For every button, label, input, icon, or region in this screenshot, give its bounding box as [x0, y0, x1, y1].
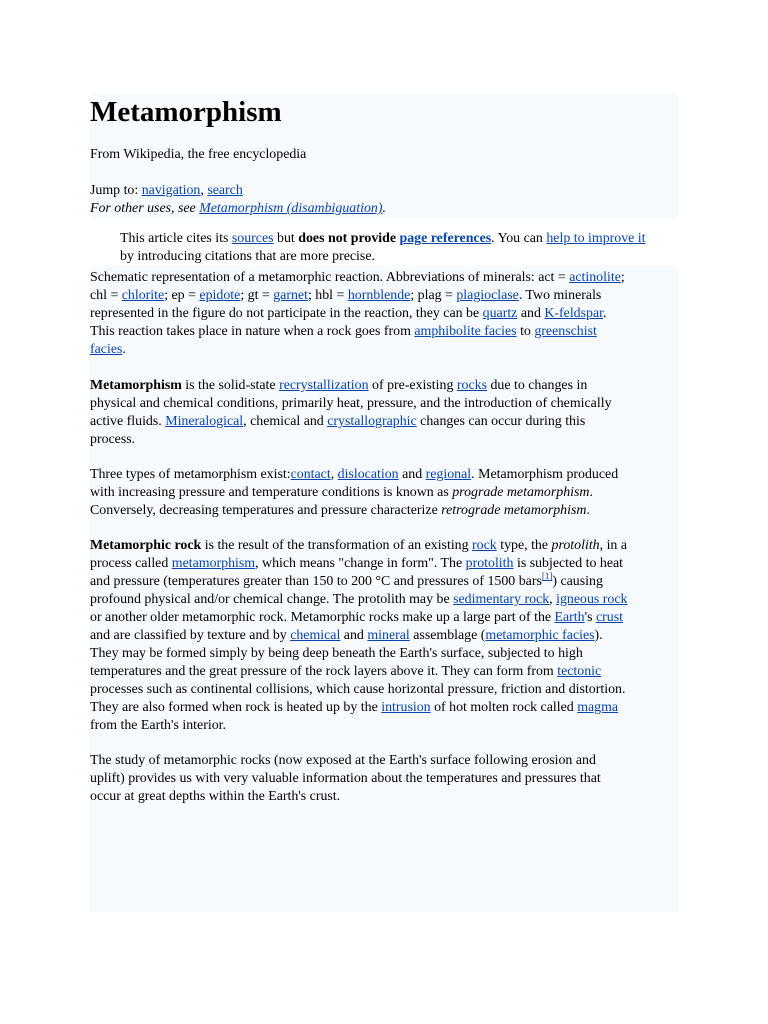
hatnote-text: For other uses, see — [90, 201, 200, 216]
caption-text: . — [122, 342, 126, 357]
paragraph-text: assemblage ( — [409, 628, 486, 643]
paragraph-text: ). — [594, 628, 603, 643]
paragraph-text: They are also formed when rock is heated up by the — [90, 700, 382, 715]
caption-line — [90, 323, 597, 341]
caption-line — [90, 269, 625, 287]
contact-link[interactable]: contact — [290, 467, 331, 482]
paragraph-text: . Metamorphism produced — [471, 467, 619, 482]
paragraph-text: is the result of the transformation of an existing — [201, 538, 473, 553]
term-prograde: prograde metamorphism — [452, 485, 590, 500]
paragraph-line — [90, 484, 593, 502]
notice-bold-text: does not provide — [298, 231, 397, 246]
paragraph-text: ) causing — [552, 574, 603, 589]
caption-text: to — [516, 324, 535, 339]
term-metamorphism: Metamorphism — [90, 378, 182, 393]
hatnote — [90, 200, 386, 218]
term-metamorphic-rock: Metamorphic rock — [90, 538, 202, 553]
paragraph-line — [90, 537, 627, 555]
k-feldspar-link[interactable]: K-feldspar — [544, 306, 604, 321]
help-improve-link[interactable]: help to improve it — [546, 231, 646, 246]
paragraph-text: of hot molten rock called — [430, 700, 578, 715]
caption-text: This reaction takes place in nature when a rock goes from — [90, 324, 415, 339]
term-protolith: protolith — [551, 538, 600, 553]
term-retrograde: retrograde metamorphism — [441, 503, 587, 518]
paragraph-text: and — [398, 467, 426, 482]
metamorphism-link[interactable]: metamorphism — [171, 556, 256, 571]
rock-link[interactable]: rock — [472, 538, 497, 553]
navigation-link[interactable]: navigation — [141, 183, 201, 198]
paragraph-line: uplift) provides us with very valuable information about the temperatures and pressures that — [90, 771, 601, 786]
amphibolite-facies-link[interactable]: amphibolite facies — [414, 324, 517, 339]
quartz-link[interactable]: quartz — [482, 306, 518, 321]
actinolite-link[interactable]: actinolite — [569, 270, 621, 285]
paragraph-text: . — [586, 503, 590, 518]
mineralogical-link[interactable]: Mineralogical — [165, 414, 244, 429]
garnet-link[interactable]: garnet — [273, 288, 308, 303]
caption-text: ; ep = — [164, 288, 200, 303]
paragraph-text: or another older metamorphic rock. Metamorphic rocks make up a large part of the — [90, 610, 555, 625]
magma-link[interactable]: magma — [577, 700, 619, 715]
plagioclase-link[interactable]: plagioclase — [456, 288, 519, 303]
paragraph-text: of pre-existing — [368, 378, 457, 393]
recrystallization-link[interactable]: recrystallization — [279, 378, 369, 393]
chlorite-link[interactable]: chlorite — [121, 288, 165, 303]
paragraph-line — [90, 627, 603, 645]
paragraph-line — [90, 591, 627, 609]
greenschist-facies-link[interactable]: greenschist — [534, 324, 597, 339]
jump-to — [90, 182, 243, 200]
notice-text: . You can — [491, 231, 547, 246]
epidote-link[interactable]: epidote — [199, 288, 241, 303]
caption-line — [90, 305, 607, 323]
caption-text: ; — [620, 270, 625, 285]
paragraph-line: They may be formed simply by being deep beneath the Earth's surface, subjected to high — [90, 646, 583, 661]
chemical-link[interactable]: chemical — [290, 628, 341, 643]
search-link[interactable]: search — [207, 183, 243, 198]
crystallographic-link[interactable]: crystallographic — [327, 414, 417, 429]
paragraph-line: occur at great depths within the Earth's crust. — [90, 789, 341, 804]
page-references-link[interactable]: page references — [399, 231, 492, 246]
caption-text: ; hbl = — [307, 288, 348, 303]
paragraph-text: due to changes in — [486, 378, 588, 393]
paragraph-line: processes such as continental collisions, which cause horizontal pressure, friction and distortion. — [90, 682, 626, 697]
paragraph-text: temperatures and the great pressure of the rock layers above it. They can form from — [90, 664, 558, 679]
paragraph-text: process called — [90, 556, 172, 571]
caption-text: ; gt = — [240, 288, 274, 303]
paragraph-text: with increasing pressure and temperature conditions is known as — [90, 485, 453, 500]
hornblende-link[interactable]: hornblende — [347, 288, 411, 303]
notice-line — [120, 230, 646, 248]
paragraph-text: . — [589, 485, 593, 500]
paragraph-line — [90, 466, 618, 484]
paragraph-text: active fluids. — [90, 414, 166, 429]
caption-text: chl = — [90, 288, 122, 303]
notice-text: but — [273, 231, 299, 246]
paragraph-line: process. — [90, 432, 136, 447]
paragraph-text: Three types of metamorphism exist: — [90, 467, 291, 482]
paragraph-text: , — [549, 592, 557, 607]
sedimentary-rock-link[interactable]: sedimentary rock — [453, 592, 550, 607]
paragraph-text: is the solid-state — [181, 378, 280, 393]
paragraph-line — [90, 609, 623, 627]
protolith-link[interactable]: protolith — [465, 556, 514, 571]
reference-1-link[interactable]: [1] — [541, 571, 553, 581]
paragraph-line: physical and chemical conditions, primarily heat, pressure, and the introduction of chemically — [90, 396, 612, 411]
notice-line: by introducing citations that are more precise. — [120, 249, 375, 264]
regional-link[interactable]: regional — [425, 467, 472, 482]
caption-text: represented in the figure do not participate in the reaction, they can be — [90, 306, 483, 321]
paragraph-text: , in a — [599, 538, 628, 553]
earth-link[interactable]: Earth — [554, 610, 585, 625]
caption-text: and — [517, 306, 545, 321]
sources-link[interactable]: sources — [231, 231, 274, 246]
paragraph-line — [90, 663, 601, 681]
paragraph-text: , chemical and — [243, 414, 328, 429]
paragraph-text: and are classified by texture and by — [90, 628, 291, 643]
paragraph-line: from the Earth's interior. — [90, 718, 226, 733]
paragraph-text: changes can occur during this — [416, 414, 586, 429]
paragraph-text: and — [340, 628, 368, 643]
caption-text: . — [603, 306, 607, 321]
paragraph-text: and pressure (temperatures greater than 150 to 200 °C and pressures of 1500 bars — [90, 574, 542, 589]
paragraph-text: 's — [584, 610, 597, 625]
paragraph-text: profound physical and/or chemical change. The protolith may be — [90, 592, 454, 607]
caption-line — [90, 341, 126, 359]
caption-line — [90, 287, 601, 305]
notice-text: This article cites its — [120, 231, 232, 246]
jump-to-separator: , — [200, 183, 208, 198]
mineral-link[interactable]: mineral — [367, 628, 410, 643]
tectonic-link[interactable]: tectonic — [557, 664, 602, 679]
rocks-link[interactable]: rocks — [456, 378, 487, 393]
hatnote-suffix: . — [382, 201, 386, 216]
jump-to-label: Jump to: — [90, 183, 142, 198]
page-title: Metamorphism — [90, 96, 282, 128]
paragraph-line — [90, 377, 587, 395]
caption-text: Schematic representation of a metamorphic reaction. Abbreviations of minerals: act = — [90, 270, 570, 285]
caption-text: ; plag = — [410, 288, 457, 303]
paragraph-line — [90, 573, 603, 591]
crust-link[interactable]: crust — [596, 610, 624, 625]
greenschist-facies-link[interactable]: facies — [90, 342, 123, 357]
paragraph-text: type, the — [496, 538, 552, 553]
paragraph-text: is subjected to heat — [513, 556, 624, 571]
dislocation-link[interactable]: dislocation — [337, 467, 399, 482]
paragraph-line — [90, 413, 585, 431]
metamorphic-facies-link[interactable]: metamorphic facies — [485, 628, 595, 643]
disambiguation-link[interactable]: Metamorphism (disambiguation) — [199, 201, 383, 216]
paragraph-line: The study of metamorphic rocks (now exposed at the Earth's surface following erosion and — [90, 753, 596, 768]
intrusion-link[interactable]: intrusion — [381, 700, 431, 715]
tagline: From Wikipedia, the free encyclopedia — [90, 147, 307, 162]
igneous-rock-link[interactable]: igneous rock — [556, 592, 628, 607]
caption-text: . Two minerals — [518, 288, 602, 303]
paragraph-line — [90, 502, 590, 520]
paragraph-line — [90, 699, 618, 717]
paragraph-text: , — [330, 467, 338, 482]
paragraph-text: Conversely, decreasing temperatures and pressure characterize — [90, 503, 442, 518]
paragraph-text: , which means "change in form". The — [255, 556, 466, 571]
